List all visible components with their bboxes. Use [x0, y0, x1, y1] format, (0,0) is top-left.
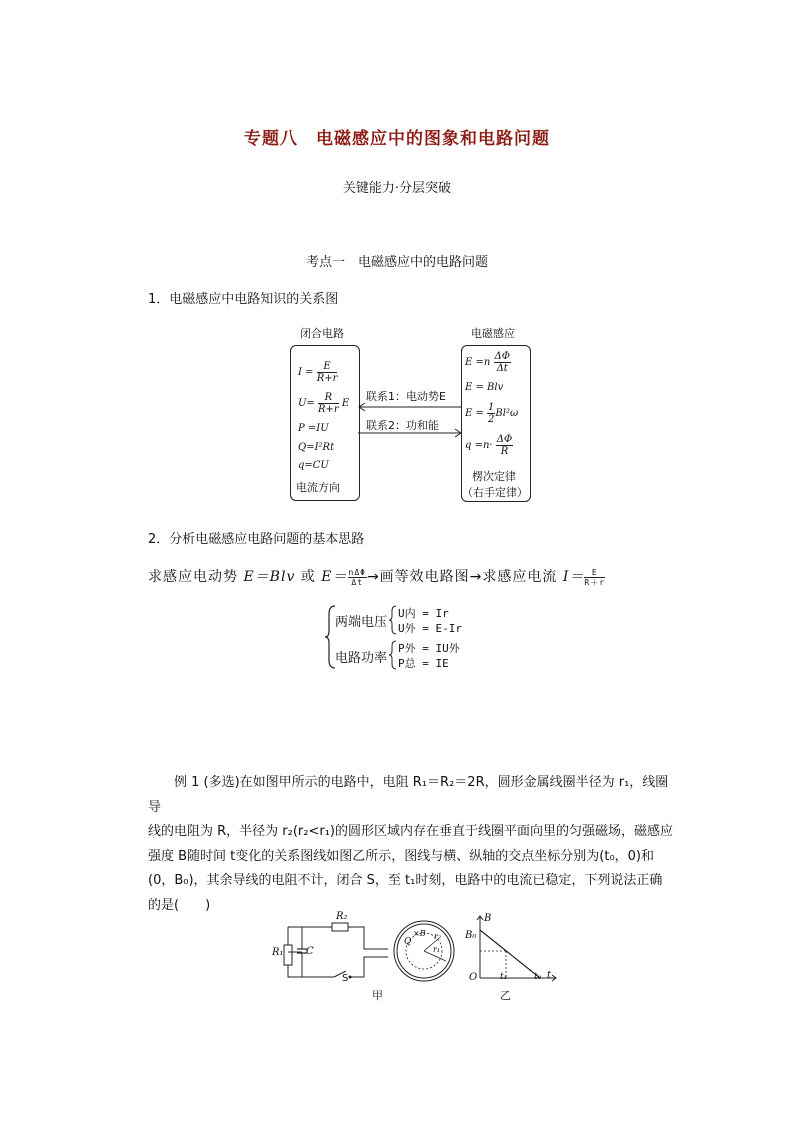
formula-charge-flux: q =n· $\frac{\Delta\Phi}{R}$ [465, 434, 513, 457]
page-subtitle: 关键能力·分层突破 [342, 181, 452, 196]
brace-power: 电路功率 [335, 651, 388, 666]
example-line-5: 的是( ) [148, 897, 211, 913]
label-s: S [342, 973, 349, 984]
brace-voltage-outer: U外 = E-Ir [398, 622, 462, 635]
label-yi: 乙 [500, 989, 511, 1002]
analysis-flow: 求感应电动势 E＝Blv 或 E＝ $\frac{\text{nΔΦ}}{\Delta t}$ →画等效电路图→求感应电流 I＝ $\frac{E}{R+r}$ [148, 567, 606, 587]
label-r2: R₂ [336, 911, 348, 922]
example-line-1: 例 1 (多选)在如图甲所示的电路中，电阻 R₁＝R₂＝2R，圆形金属线圈半径为 r₁，线圈导 [148, 775, 669, 815]
label-t1: t₁ [500, 972, 508, 982]
label-r1-circle: r₁ [433, 945, 441, 954]
brace-power-external: P外 = IU外 [398, 642, 460, 655]
label-r2-circle: r₂ [434, 932, 442, 941]
label-origin: O [469, 972, 478, 983]
brace-voltage: 两端电压 [335, 615, 388, 630]
label-q: Q [404, 937, 412, 947]
section2-heading: 2．分析电磁感应电路问题的基本思路 [148, 532, 365, 547]
example-line-2: 线的电阻为 R，半径为 r₂(r₂<r₁)的圆形区域内存在垂直于线圈平面向里的匀强磁场，磁感应 [148, 824, 674, 839]
formula-heat: Q=I²Rt [298, 442, 335, 453]
formula-emf-flux: E =n $\frac{\Delta\Phi}{\Delta t}$ [465, 351, 510, 374]
em-induction-header: 电磁感应 [471, 327, 515, 340]
formula-power: P =IU [298, 423, 329, 434]
section1-heading: 1．电磁感应中电路知识的关系图 [148, 292, 339, 307]
label-c: C [306, 946, 314, 957]
right-hand-rule: （右手定律） [462, 486, 528, 499]
page-title: 专题八 电磁感应中的图象和电路问题 [244, 129, 550, 149]
lenz-law: 楞次定律 [472, 470, 516, 483]
current-direction: 电流方向 [296, 481, 340, 494]
example-line-3: 强度 B随时间 t变化的关系图线如图乙所示，图线与横、纵轴的交点坐标分别为(t₀，0)和 [148, 848, 655, 864]
resistor-r1 [284, 945, 292, 965]
label-t0: t₀ [534, 972, 542, 982]
label-jia: 甲 [372, 989, 383, 1002]
point-title: 考点一 电磁感应中的电路问题 [305, 255, 488, 270]
example-line-4: (0，B₀)，其余导线的电阻不计，闭合 S，至 t₁时刻，电路中的电流已稳定，下列说法正确 [148, 873, 663, 888]
formula-current: I = $\frac{E}{R+r}$ [298, 361, 338, 384]
formula-emf-blv: E = Blv [465, 382, 504, 393]
b-line [480, 930, 540, 978]
link2-label: 联系2：功和能 [366, 419, 439, 432]
resistor-r2 [332, 923, 348, 931]
closed-circuit-header: 闭合电路 [300, 327, 344, 340]
label-axis-b: B [484, 913, 492, 924]
formula-charge: q=CU [298, 460, 329, 471]
inner-brace-voltage [388, 604, 398, 636]
link1-label: 联系1：电动势E [366, 390, 446, 403]
brace-voltage-inner: U内 = Ir [398, 607, 449, 620]
label-b-field: ×B [413, 929, 426, 938]
inner-brace-power [388, 639, 398, 671]
label-r1: R₁ [272, 947, 284, 958]
example-paragraph [148, 771, 678, 918]
label-axis-t: t [547, 970, 552, 981]
label-b0: B₀ [465, 930, 477, 941]
formula-emf-rotation: E = $\frac{1}{2}$ Bl²ω [465, 402, 519, 425]
formula-voltage: U= $\frac{R}{R+r}$ E [298, 392, 350, 415]
brace-power-total: P总 = IE [398, 657, 449, 670]
